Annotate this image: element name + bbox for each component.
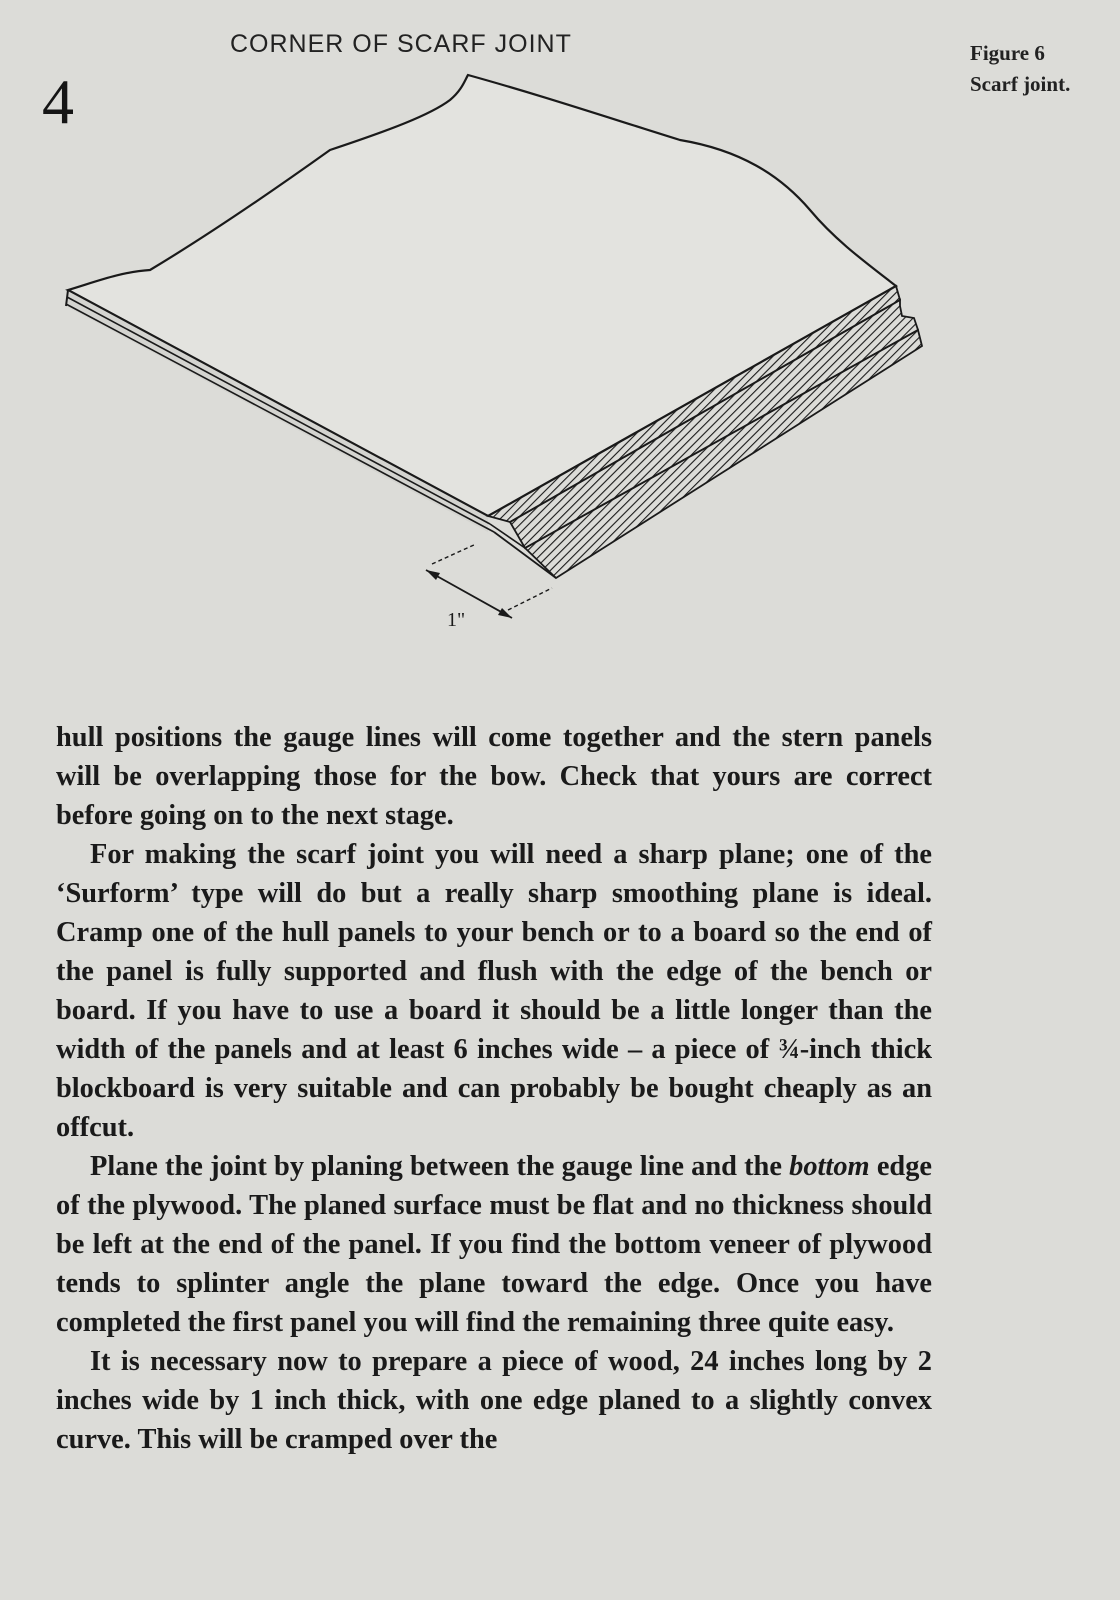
paragraph-3-end: edge of the plywood. The planed surface must be flat and no thickness should be left at the end of the panel. If you find the bottom veneer of plywood tends to splinter angle the plane toward the edge. Once you have completed the first panel you will find the remaining three quite easy. <box>56 1151 932 1338</box>
paragraph-3 <box>56 1147 932 1342</box>
dimension-label: 1" <box>447 609 466 631</box>
paragraph-2: For making the scarf joint you will need a sharp plane; one of the ‘Surform’ type will do but a really sharp smoothing plane is ideal. Cramp one of the hull panels to your bench or to a board so the end of the panel is fully supported and flush with the edge of the bench or board. If you have to use a board it should be a little longer than the width of the panels and at least 6 inches wide – a piece of ¾-inch thick blockboard is very suitable and can probably be bought cheaply as an offcut. <box>56 839 932 1143</box>
dimension-arrow-left <box>426 570 440 580</box>
diagram-caption: CORNER OF SCARF JOINT <box>230 30 572 58</box>
page-number: 4 <box>42 66 74 137</box>
figure-label: Figure 6 <box>970 41 1045 65</box>
paragraph-3-emphasis: bottom <box>789 1151 870 1182</box>
paragraph-4: It is necessary now to prepare a piece of wood, 24 inches long by 2 inches wide by 1 inch thick, with one edge planed to a slightly convex curve. This will be cramped over the <box>56 1346 932 1455</box>
dimension-extension-left <box>432 544 476 564</box>
paragraph-3-start: Plane the joint by planing between the gauge line and the <box>90 1151 790 1182</box>
figure-title: Scarf joint. <box>970 72 1071 96</box>
body-text <box>56 718 932 1459</box>
dimension-extension-right <box>508 588 552 610</box>
paragraph-1: hull positions the gauge lines will come together and the stern panels will be overlapping those for the bow. Check that yours are correct before going on to the next stage. <box>56 722 932 831</box>
scarf-joint-diagram <box>0 0 1120 700</box>
plywood-top-surface <box>68 75 896 516</box>
dimension-line <box>426 570 512 618</box>
